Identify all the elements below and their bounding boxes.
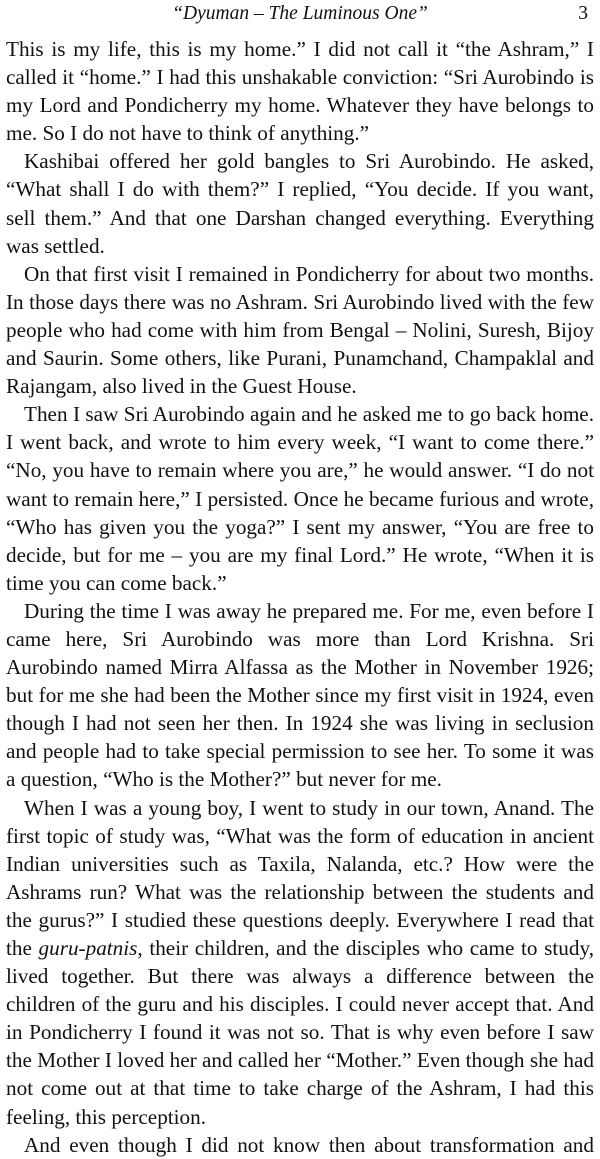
body-text	[6, 35, 594, 1159]
paragraph: Kashibai offered her gold bangles to Sri Aurobindo. He asked, “What shall I do with them?” I replied, “You decide. If you want, sell them.” And that one Darshan changed everything. Everything was settled.	[6, 149, 594, 258]
paragraph: On that first visit I remained in Pondicherry for about two months. In those days there was no Ashram. Sri Aurobindo lived with the few people who had come with him from Bengal – Nolini, Suresh, Bijoy and Saurin. Some others, like Purani, Punamchand, Champaklal and Rajangam, also lived in the Guest House.	[6, 261, 594, 399]
running-head	[6, 0, 594, 35]
paragraph: This is my life, this is my home.” I did not call it “the Ashram,” I called it “home.” I had this unshakable conviction: “Sri Aurobindo is my Lord and Pondicherry my home. Whatever they have belongs to me. So I do not have to think of anything.”	[6, 37, 594, 146]
paragraph: Then I saw Sri Aurobindo again and he asked me to go back home. I went back, and wrote to him every week, “I want to come there.” “No, you have to remain where you are,” he would answer. “I do not want to remain here,” I persisted. Once he became furious and wrote, “Who has given you the yoga?” I sent my answer, “You are free to decide, but for me – you are my final Lord.” He wrote, “When it is time you can come back.”	[6, 402, 594, 595]
page-number: 3	[578, 3, 588, 24]
paragraph: And even though I did not know then about transformation and	[24, 1132, 594, 1157]
emphasized-term: guru-patnis	[38, 936, 138, 960]
running-title: “Dyuman – The Luminous One”	[172, 3, 428, 24]
paragraph: During the time I was away he prepared me. For me, even before I came here, Sri Aurobindo was more than Lord Krishna. Sri Aurobindo named Mirra Alfassa as the Mother in November 1926; but for me she had been the Mother since my first visit in 1924, even though I had not seen her then. In 1924 she was living in seclusion and people had to take special permission to see her. To some it was a question, “Who is the Mother?” but never for me.	[6, 598, 594, 792]
paragraph: When I was a young boy, I went to study in our town, Anand. The first topic of study was, “What was the form of education in ancient Indian universities such as Taxila, Nalanda, etc.? How were the Ashrams run? What was the relationship between the students and the gurus?” I studied these questions deeply. Everywhere I read that the guru-patnis, their children, and the disciples who came to study, lived together. But there was always a difference between the children of the guru and his disciples. I could never accept that. And in Pondicherry I found it was not so. That is why even before I saw the Mother I loved her and called her “Mother.” Even though she had not come out at that time to take charge of the Ashram, I had this feeling, this perception.	[6, 795, 594, 1129]
